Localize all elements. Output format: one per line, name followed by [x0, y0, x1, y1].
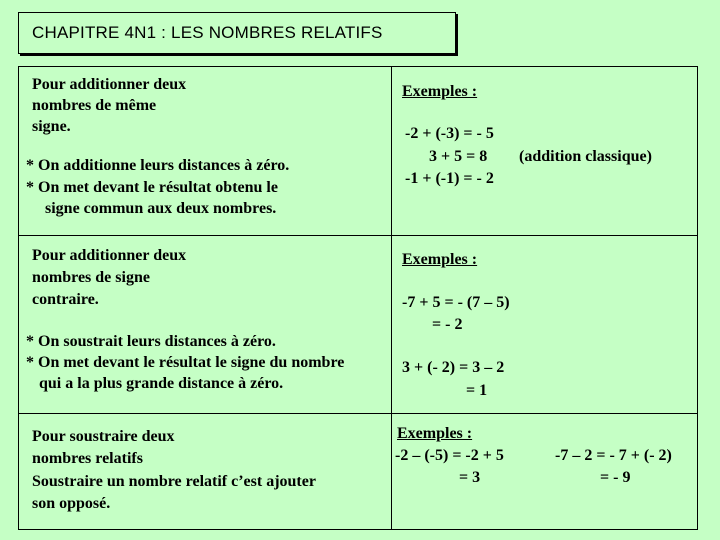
rule-addition-same-sign-line-3: signe. [32, 118, 71, 135]
rule-addition-same-sign-line-1: Pour additionner deux [32, 76, 187, 93]
rule-addition-opposite-sign-line-1: Pour additionner deux [32, 247, 187, 264]
example-line: -7 + 5 = - (7 – 5) [402, 294, 510, 311]
examples-label: Exemples : [402, 251, 478, 268]
example-line: = 3 [459, 469, 481, 486]
example-line: -2 + (-3) = - 5 [405, 125, 494, 142]
row-divider [19, 235, 697, 236]
example-line: 3 + (- 2) = 3 – 2 [402, 359, 505, 376]
examples-label: Exemples : [397, 425, 473, 442]
rule-subtraction-line-2: nombres relatifs [32, 450, 143, 467]
example-line: -7 – 2 = - 7 + (- 2) [555, 447, 672, 464]
rule-addition-same-sign-line-2: nombres de même [32, 97, 157, 114]
example-note: (addition classique) [519, 148, 652, 165]
step-2: * On met devant le résultat obtenu le [26, 179, 278, 196]
step-1: * On additionne leurs distances à zéro. [26, 157, 290, 174]
step-2: * On met devant le résultat le signe du nombre [26, 354, 345, 371]
chapter-title: CHAPITRE 4N1 : LES NOMBRES RELATIFS [32, 23, 383, 42]
example-line: = - 9 [600, 469, 631, 486]
example-line: 3 + 5 = 8 [429, 148, 488, 165]
rule-subtraction-line-4: son opposé. [32, 495, 111, 512]
row-divider [19, 413, 697, 414]
step-1: * On soustrait leurs distances à zéro. [26, 333, 276, 350]
examples-label: Exemples : [402, 83, 478, 100]
rule-addition-opposite-sign-line-3: contraire. [32, 291, 99, 308]
step-3: signe commun aux deux nombres. [45, 200, 277, 217]
chapter-title-box [18, 12, 456, 54]
column-divider [391, 67, 392, 529]
rule-subtraction-line-1: Pour soustraire deux [32, 428, 175, 445]
step-3: qui a la plus grande distance à zéro. [39, 375, 284, 392]
rule-addition-opposite-sign-line-2: nombres de signe [32, 269, 150, 286]
rule-subtraction-line-3: Soustraire un nombre relatif c’est ajouter [32, 473, 316, 490]
example-line: = 1 [466, 382, 488, 399]
example-line: -2 – (-5) = -2 + 5 [395, 447, 504, 464]
rules-table [18, 66, 698, 530]
example-line: -1 + (-1) = - 2 [405, 170, 494, 187]
example-line: = - 2 [432, 316, 463, 333]
